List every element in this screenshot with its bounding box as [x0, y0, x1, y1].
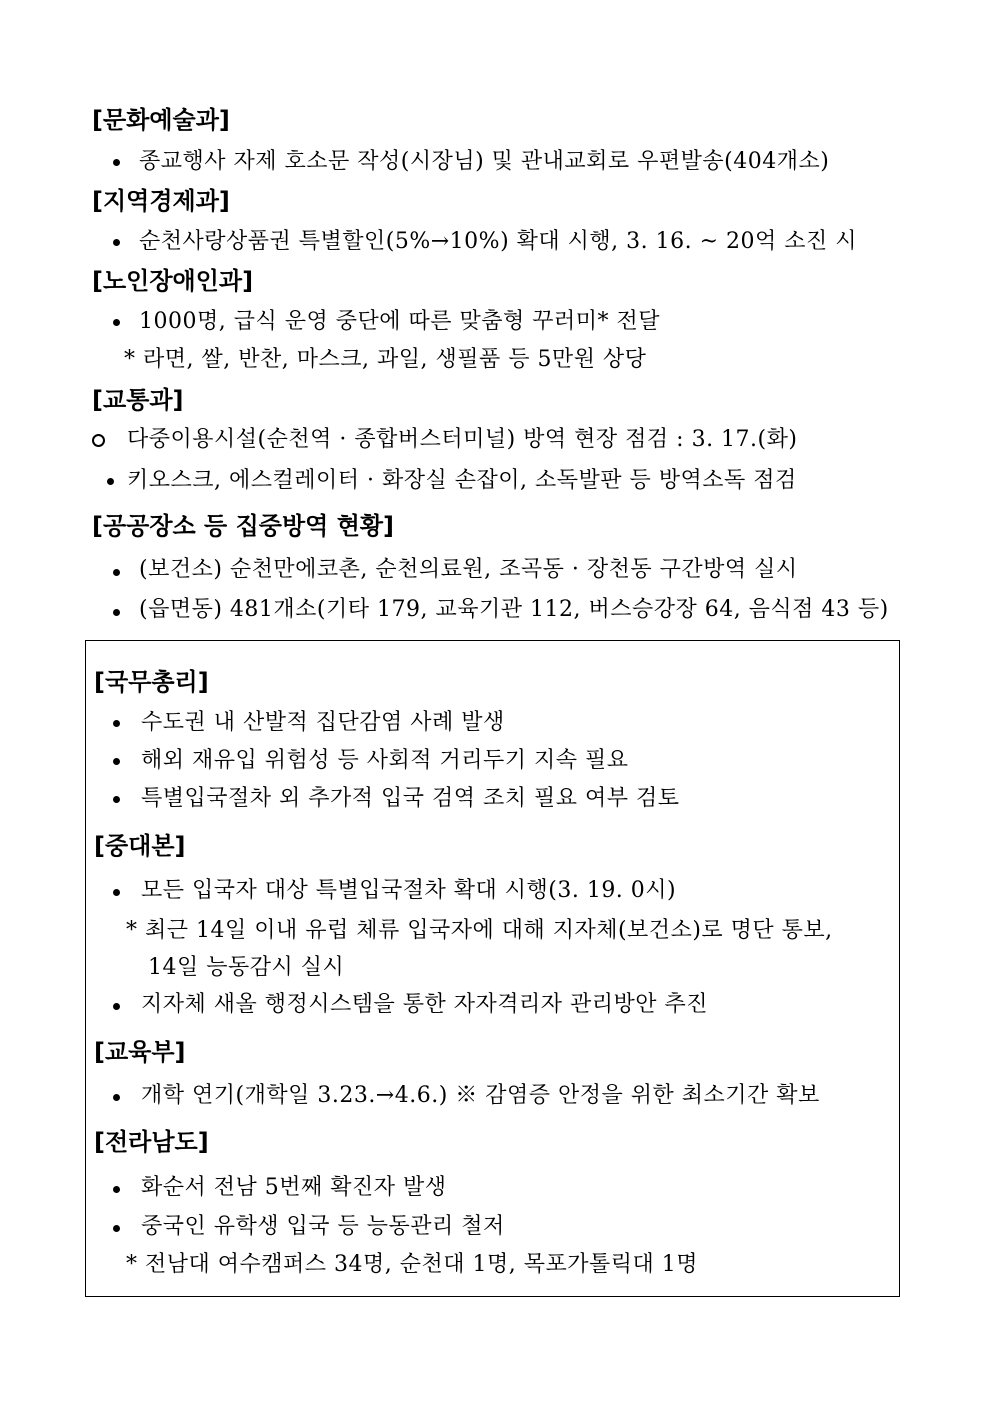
bullet-icon	[113, 796, 120, 803]
list-item: 해외 재유입 위험성 등 사회적 거리두기 지속 필요	[141, 748, 629, 773]
bullet-icon	[107, 478, 114, 485]
list-item: 다중이용시설(순천역 · 종합버스터미널) 방역 현장 점검 : 3. 17.(화)	[127, 427, 798, 452]
list-item: 개학 연기(개학일 3.23.→4.6.) ※ 감염증 안정을 위한 최소기간 확보	[141, 1083, 820, 1108]
list-item: 키오스크, 에스컬레이터 · 화장실 손잡이, 소독발판 등 방역소독 점검	[127, 468, 797, 493]
list-item: (읍면동) 481개소(기타 179, 교육기관 112, 버스승강장 64, 음식점 43 등)	[139, 597, 889, 622]
list-item: 수도권 내 산발적 집단감염 사례 발생	[141, 710, 505, 735]
section-heading-central-hq: [중대본]	[94, 832, 186, 860]
section-heading-culture-arts: [문화예술과]	[92, 106, 230, 134]
bullet-icon	[113, 239, 120, 246]
circle-bullet-icon	[92, 434, 105, 447]
section-heading-jeollanam-do: [전라남도]	[94, 1128, 209, 1156]
list-item: 화순서 전남 5번째 확진자 발생	[141, 1175, 447, 1200]
section-heading-prime-minister: [국무총리]	[94, 668, 209, 696]
bullet-icon	[113, 758, 120, 765]
bullet-icon	[113, 1094, 120, 1101]
section-heading-local-economy: [지역경제과]	[92, 187, 230, 215]
bullet-icon	[113, 569, 120, 576]
bullet-icon	[113, 1186, 120, 1193]
bullet-icon	[113, 889, 120, 896]
bullet-icon	[113, 720, 120, 727]
list-item: 특별입국절차 외 추가적 입국 검역 조치 필요 여부 검토	[141, 786, 680, 811]
list-item: (보건소) 순천만에코촌, 순천의료원, 조곡동 · 장천동 구간방역 실시	[139, 557, 798, 582]
section-heading-elderly-disabled: [노인장애인과]	[92, 267, 254, 295]
list-item: 모든 입국자 대상 특별입국절차 확대 시행(3. 19. 0시)	[141, 878, 677, 903]
bullet-icon	[113, 1225, 120, 1232]
list-item: 중국인 유학생 입국 등 능동관리 철저	[141, 1214, 505, 1239]
footnote: * 최근 14일 이내 유럽 체류 입국자에 대해 지자체(보건소)로 명단 통보,	[126, 918, 833, 943]
bullet-icon	[113, 319, 120, 326]
bullet-icon	[113, 159, 120, 166]
section-heading-public-disinfection: [공공장소 등 집중방역 현황]	[92, 512, 395, 540]
footnote: * 라면, 쌀, 반찬, 마스크, 과일, 생필품 등 5만원 상당	[124, 347, 647, 372]
bullet-icon	[113, 609, 120, 616]
footnote: * 전남대 여수캠퍼스 34명, 순천대 1명, 목포가톨릭대 1명	[126, 1252, 698, 1277]
list-item: 종교행사 자제 호소문 작성(시장님) 및 관내교회로 우편발송(404개소)	[139, 149, 830, 174]
list-item: 1000명, 급식 운영 중단에 따른 맞춤형 꾸러미* 전달	[139, 309, 660, 334]
bullet-icon	[113, 1003, 120, 1010]
section-heading-traffic: [교통과]	[92, 386, 184, 414]
section-heading-education-ministry: [교육부]	[94, 1038, 186, 1066]
list-item: 지자체 새올 행정시스템을 통한 자자격리자 관리방안 추진	[141, 992, 709, 1017]
footnote-continuation: 14일 능동감시 실시	[148, 955, 345, 980]
list-item: 순천사랑상품권 특별할인(5%→10%) 확대 시행, 3. 16. ~ 20억 소진 시	[139, 229, 858, 254]
